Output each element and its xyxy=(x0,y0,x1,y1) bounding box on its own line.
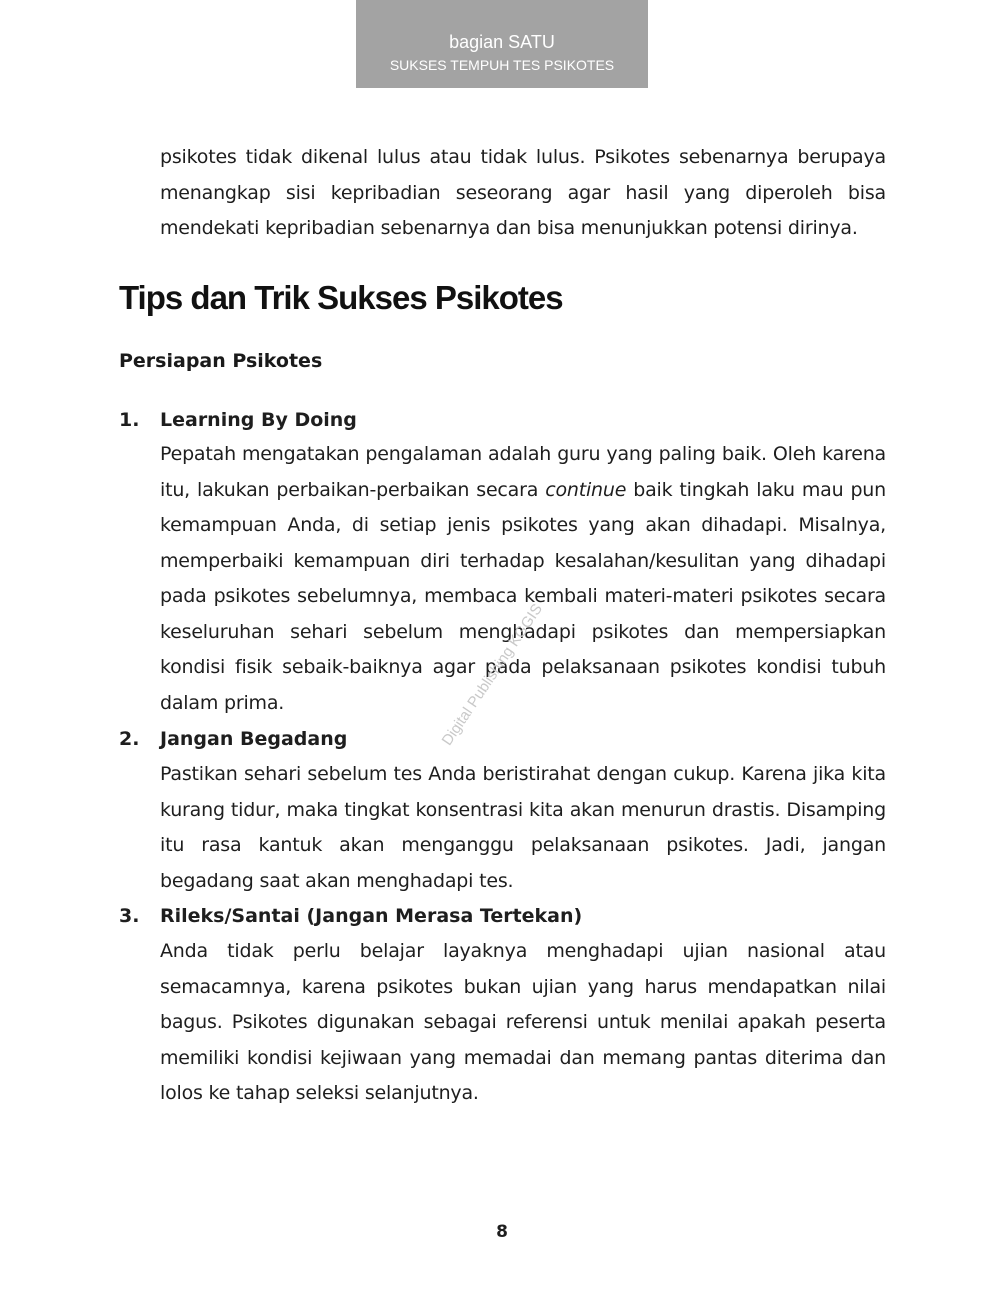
item-body xyxy=(160,437,886,721)
item-body: Anda tidak perlu belajar layaknya menghadapi ujian nasional atau semacamnya, karena psikotes bukan ujian yang harus mendapatkan nilai bagus. Psikotes digunakan sebagai referensi untuk menilai apakah peserta memiliki kondisi kejiwaan yang memadai dan memang pantas diterima dan lolos ke tahap seleksi selanjutnya. xyxy=(160,940,886,1104)
page-number: 8 xyxy=(496,1222,508,1242)
item-number: 3. xyxy=(119,905,140,927)
watermark: Digital Publishing KGGIS xyxy=(438,600,546,749)
item-title: Learning By Doing xyxy=(160,409,357,431)
chapter-header-tab xyxy=(356,0,648,88)
item-title: Jangan Begadang xyxy=(160,728,348,750)
section-title: Tips dan Trik Sukses Psikotes xyxy=(119,279,563,316)
subsection-title: Persiapan Psikotes xyxy=(119,350,323,372)
item-body-text: Pepatah mengatakan pengalaman adalah guru yang paling baik. Oleh karena itu, lakukan perbaikan-perbaikan secara xyxy=(160,443,886,501)
item-number: 2. xyxy=(119,728,140,750)
chapter-label: SUKSES TEMPUH TES PSIKOTES xyxy=(389,57,615,73)
item-body-text: baik tingkah laku mau pun kemampuan Anda, di setiap jenis psikotes yang akan dihadapi. Misalnya, memperbaiki kemampuan diri terhadap kesalahan/kesulitan yang dihadapi pada psikotes sebelumnya, membaca kembali materi-materi psikotes secara keseluruhan sehari sebelum menghadapi psikotes dan mempersiapkan kondisi fisik sebaik-baiknya agar pada pelaksanaan psikotes kondisi tubuh dalam prima. xyxy=(160,478,886,714)
item-title: Rileks/Santai (Jangan Merasa Tertekan) xyxy=(160,905,583,927)
part-label: bagian SATU xyxy=(449,32,555,52)
item-body: Pastikan sehari sebelum tes Anda beristirahat dengan cukup. Karena jika kita kurang tidur, maka tingkat konsentrasi kita akan menurun drastis. Disamping itu rasa kantuk akan menganggu pelaksanaan psikotes. Jadi, jangan begadang saat akan menghadapi tes. xyxy=(160,763,886,892)
intro-paragraph: psikotes tidak dikenal lulus atau tidak lulus. Psikotes sebenarnya berupaya menangkap sisi kepribadian seseorang agar hasil yang diperoleh bisa mendekati kepribadian sebenarnya dan bisa menunjukkan potensi dirinya. xyxy=(160,146,886,239)
item-number: 1. xyxy=(119,409,140,431)
item-body-emphasis: continue xyxy=(545,478,627,501)
